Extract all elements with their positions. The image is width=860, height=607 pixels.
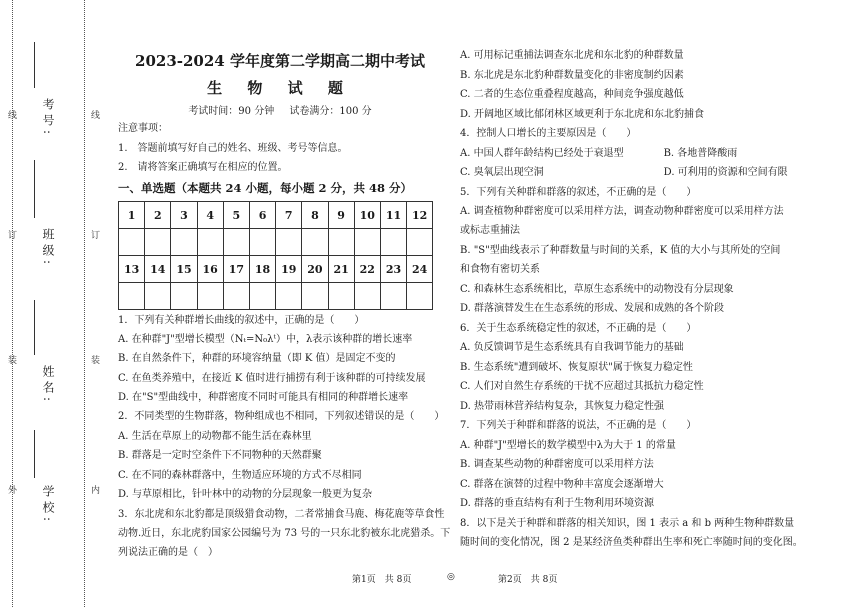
question-line: 1．下列有关种群增长曲线的叙述中，正确的是（ ） (118, 315, 365, 326)
grid-number-cell: 10 (354, 202, 380, 229)
grid-number-cell: 2 (145, 202, 171, 229)
inner-marker-xian: 线 (89, 110, 99, 121)
question-line: 或标志重捕法 (460, 225, 520, 236)
answer-grid (118, 201, 433, 310)
grid-number-cell: 15 (171, 256, 197, 283)
answer-cell[interactable] (380, 283, 406, 310)
grid-number-cell: 1 (119, 202, 145, 229)
name-label: 姓名: (41, 365, 55, 406)
note-item: 1. 答题前填写好自己的姓名、班级、考号等信息。 (118, 143, 348, 154)
grid-number-cell: 6 (249, 202, 275, 229)
question-line: C. 和森林生态系统相比，草原生态系统中的动物没有分层现象 (460, 284, 734, 295)
exam-no-field[interactable] (34, 42, 35, 88)
answer-cell[interactable] (380, 229, 406, 256)
grid-number-cell: 7 (276, 202, 302, 229)
grid-number-cell: 18 (249, 256, 275, 283)
note-item: 2. 请将答案正确填写在相应的位置。 (118, 162, 288, 173)
question-line: D. 开阔地区域比郁闭林区域更利于东北虎和东北豹捕食 (460, 109, 705, 120)
exam-meta (114, 102, 446, 117)
name-field[interactable] (34, 300, 35, 355)
grid-number-cell: 22 (354, 256, 380, 283)
outer-marker-ding: 订 (6, 230, 16, 241)
grid-number-cell: 14 (145, 256, 171, 283)
grid-number-cell: 8 (302, 202, 328, 229)
inner-marker-ding: 订 (89, 230, 99, 241)
school-label: 学校: (41, 485, 55, 526)
exam-score: 试卷满分：100 分 (289, 106, 372, 117)
answer-cell[interactable] (171, 283, 197, 310)
answer-cell[interactable] (276, 283, 302, 310)
notes-heading: 注意事项： (118, 123, 168, 134)
class-field[interactable] (34, 160, 35, 218)
grid-number-cell: 23 (380, 256, 406, 283)
answer-cell[interactable] (249, 229, 275, 256)
grid-number-cell: 9 (328, 202, 354, 229)
footer-separator: ◎ (447, 572, 455, 582)
question-line: 和食物有密切关系 (460, 264, 540, 275)
question-line: 5．下列有关种群和群落的叙述，不正确的是（ ） (460, 187, 697, 198)
page-number-2: 第2页 共 8页 (498, 575, 558, 585)
grid-number-cell: 17 (223, 256, 249, 283)
answer-cell[interactable] (407, 283, 433, 310)
answer-cell[interactable] (276, 229, 302, 256)
question-line: D. 群落演替发生在生态系统的形成、发展和成熟的各个阶段 (460, 303, 725, 314)
question-line: A. 负反馈调节是生态系统具有自我调节能力的基础 (460, 342, 684, 353)
question-line: A. 种群"J"型增长的数学模型中λ为大于 1 的常量 (460, 440, 676, 451)
answer-grid-header-row (119, 202, 433, 229)
school-field[interactable] (34, 430, 35, 478)
question-line: A. 中国人群年龄结构已经处于衰退型 B. 各地普降酸雨 (460, 148, 738, 159)
question-line: 6．关于生态系统稳定性的叙述，不正确的是（ ） (460, 323, 697, 334)
question-line: C. 人们对自然生存系统的干扰不应超过其抵抗力稳定性 (460, 381, 704, 392)
binding-margin (0, 0, 100, 607)
answer-grid-input-row (119, 229, 433, 256)
question-line: B. 生态系统"遭到破坏、恢复原状"属于恢复力稳定性 (460, 362, 693, 373)
question-line: B. 东北虎是东北豹种群数量变化的非密度制约因素 (460, 70, 684, 81)
answer-cell[interactable] (223, 229, 249, 256)
question-line: 动物.近日，东北虎豹国家公园编号为 73 号的一只东北豹被东北虎猎杀。下 (118, 528, 451, 539)
inner-cut-line (84, 0, 85, 607)
answer-cell[interactable] (145, 283, 171, 310)
grid-number-cell: 4 (197, 202, 223, 229)
question-line: 列说法正确的是（ ） (118, 547, 218, 558)
question-line: C. 群落在演替的过程中物种丰富度会逐渐增大 (460, 479, 664, 490)
answer-cell[interactable] (119, 283, 145, 310)
grid-number-cell: 11 (380, 202, 406, 229)
exam-time: 考试时间：90 分钟 (188, 106, 275, 117)
answer-cell[interactable] (354, 283, 380, 310)
answer-cell[interactable] (119, 229, 145, 256)
answer-cell[interactable] (407, 229, 433, 256)
answer-cell[interactable] (223, 283, 249, 310)
grid-number-cell: 12 (407, 202, 433, 229)
answer-grid-input-row (119, 283, 433, 310)
section-heading: 一、单选题（本题共 24 小题，每小题 2 分，共 48 分） (118, 181, 413, 195)
question-line: C. 在不同的森林群落中，生物适应环境的方式不尽相同 (118, 470, 362, 481)
exam-subtitle: 生 物 试 题 (207, 79, 353, 97)
question-line: C. 臭氧层出现空洞 D. 可利用的资源和空间有限 (460, 167, 788, 178)
question-line: 3．东北虎和东北豹都是顶级猎食动物，二者常捕食马鹿、梅花鹿等草食性 (118, 509, 445, 520)
page-number-1: 第1页 共 8页 (352, 575, 412, 585)
answer-cell[interactable] (354, 229, 380, 256)
question-line: 随时间的变化情况，图 2 是某经济鱼类种群出生率和死亡率随时间的变化图。 (460, 537, 803, 548)
grid-number-cell: 19 (276, 256, 302, 283)
answer-grid-header-row (119, 256, 433, 283)
question-line: C. 在鱼类养殖中，在接近 K 值时进行捕捞有利于该种群的可持续发展 (118, 373, 426, 384)
question-line: 4．控制人口增长的主要原因是（ ） (460, 128, 637, 139)
answer-cell[interactable] (171, 229, 197, 256)
grid-number-cell: 24 (407, 256, 433, 283)
outer-cut-line (12, 0, 13, 607)
class-label: 班级: (41, 228, 55, 269)
question-line: 2．不同类型的生物群落，物种组成也不相同，下列叙述错误的是（ ） (118, 411, 445, 422)
question-line: B. 在自然条件下，种群的环境容纳量（即 K 值）是固定不变的 (118, 353, 396, 364)
question-line: 7．下列关于种群和群落的说法，不正确的是（ ） (460, 420, 697, 431)
inner-marker-zhuang: 装 (89, 355, 99, 366)
grid-number-cell: 3 (171, 202, 197, 229)
answer-cell[interactable] (197, 283, 223, 310)
grid-number-cell: 21 (328, 256, 354, 283)
grid-number-cell: 16 (197, 256, 223, 283)
question-line: D. 在"S"型曲线中，种群密度不同时可能具有相同的种群增长速率 (118, 392, 409, 403)
exam-title: 2023-2024 学年度第二学期高二期中考试 (135, 52, 425, 70)
question-line: B. 调查某些动物的种群密度可以采用样方法 (460, 459, 654, 470)
question-line: A. 调查植物种群密度可以采用样方法，调查动物种群密度可以采用样方法 (460, 206, 784, 217)
question-line: 8．以下是关于种群和群落的相关知识，图 1 表示 a 和 b 两种生物种群数量 (460, 518, 795, 529)
question-line: A. 在种群"J"型增长模型（Nₜ=N₀λᵗ）中，λ表示该种群的增长速率 (118, 334, 413, 345)
outer-marker-xian: 线 (6, 110, 16, 121)
answer-cell[interactable] (249, 283, 275, 310)
question-line: B. 群落是一定时空条件下不同物种的天然群聚 (118, 450, 322, 461)
question-line: D. 热带雨林营养结构复杂，其恢复力稳定性强 (460, 401, 665, 412)
grid-number-cell: 13 (119, 256, 145, 283)
answer-cell[interactable] (328, 283, 354, 310)
question-line: D. 与草原相比，针叶林中的动物的分层现象一般更为复杂 (118, 489, 373, 500)
outer-marker-zhuang: 装 (6, 355, 16, 366)
answer-cell[interactable] (302, 229, 328, 256)
question-line: A. 生活在草原上的动物都不能生活在森林里 (118, 431, 312, 442)
question-line: B. "S"型曲线表示了种群数量与时间的关系，K 值的大小与其所处的空间 (460, 245, 781, 256)
inner-marker-nei: 内 (89, 485, 99, 496)
outer-marker-wai: 外 (6, 485, 16, 496)
grid-number-cell: 5 (223, 202, 249, 229)
answer-cell[interactable] (197, 229, 223, 256)
answer-cell[interactable] (145, 229, 171, 256)
question-line: C. 二者的生态位重叠程度越高，种间竞争强度越低 (460, 89, 684, 100)
answer-cell[interactable] (302, 283, 328, 310)
answer-cell[interactable] (328, 229, 354, 256)
question-line: A. 可用标记重捕法调查东北虎和东北豹的种群数量 (460, 50, 684, 61)
question-line: D. 群落的垂直结构有利于生物利用环境资源 (460, 498, 655, 509)
grid-number-cell: 20 (302, 256, 328, 283)
exam-no-label: 考号: (41, 98, 55, 139)
